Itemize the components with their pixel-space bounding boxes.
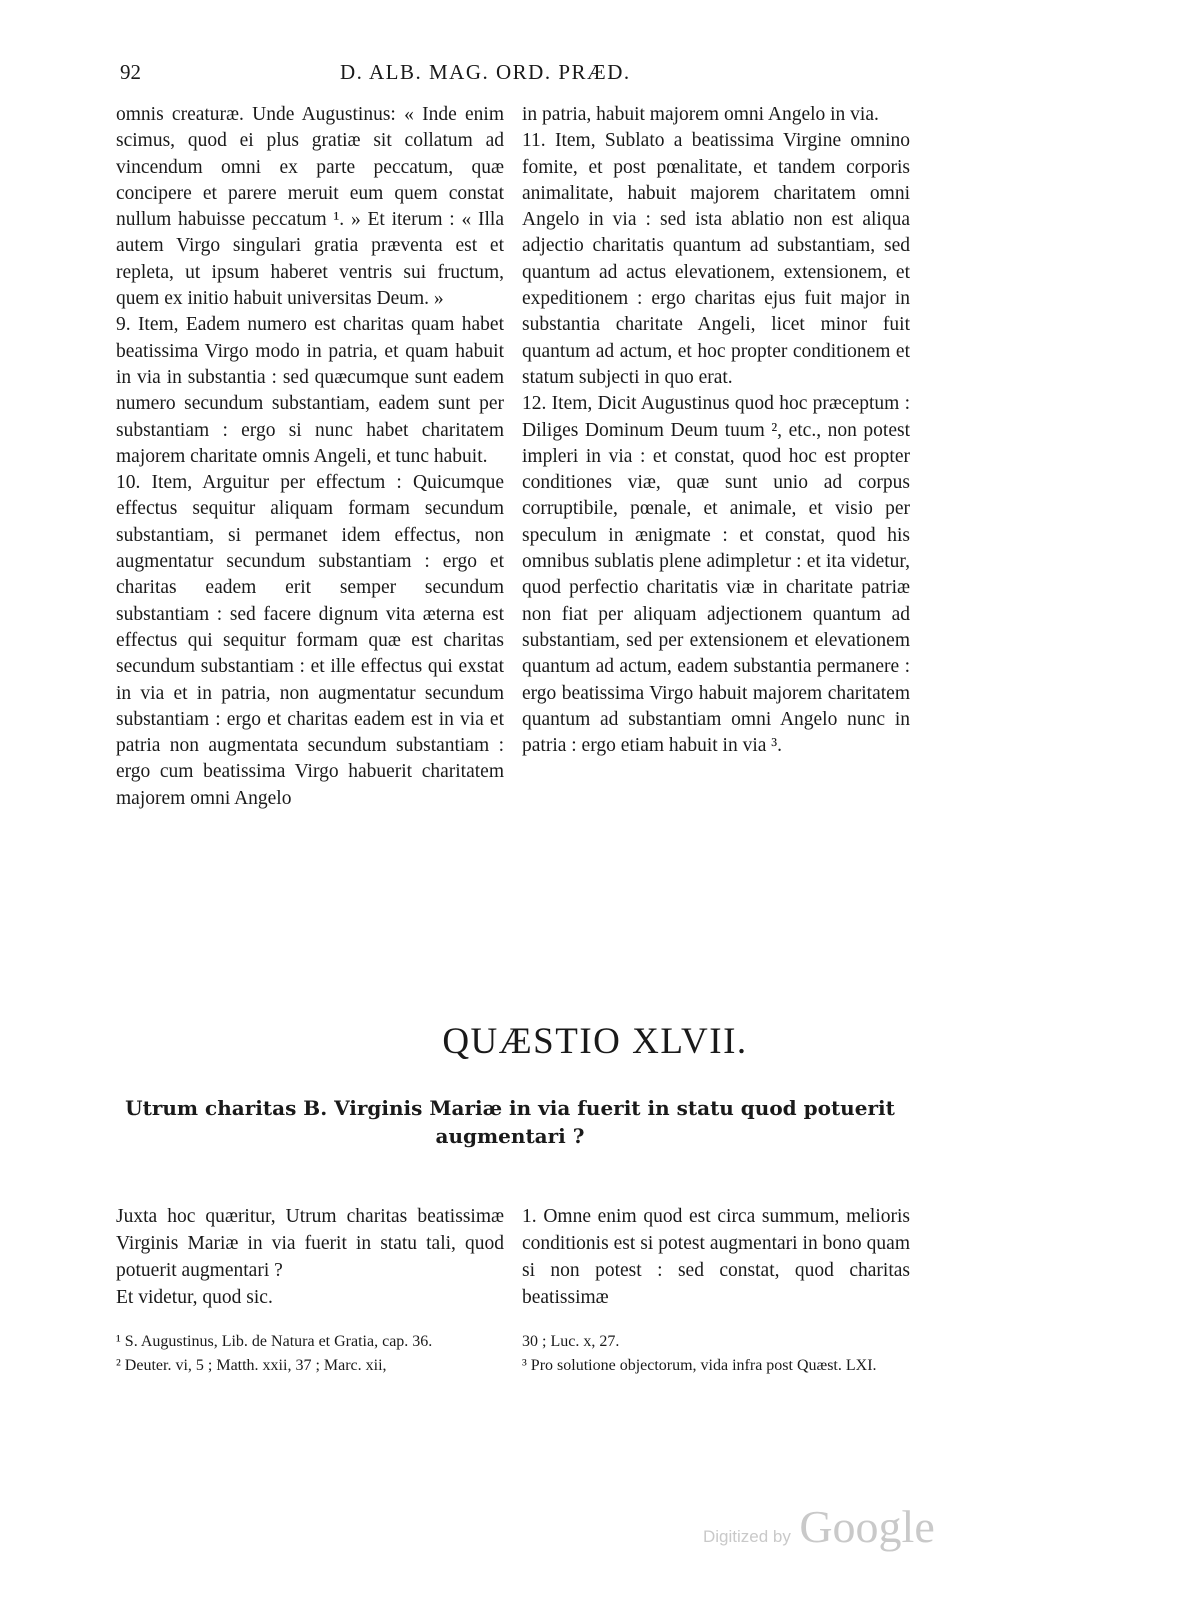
question-title: QUÆSTIO XLVII.: [442, 1021, 748, 1062]
question-subtitle: Utrum charitas B. Virginis Mariæ in via fuerit in statu quod potuerit augmentari ?: [125, 1096, 895, 1148]
question-right-column: 1. Omne enim quod est circa summum, melioris conditionis est si potest augmentari in bono quam si non potest : sed constat, quod charitas beatissimæ: [522, 1206, 910, 1308]
page-number: 92: [120, 60, 141, 84]
question-left-column: Juxta hoc quæritur, Utrum charitas beatissimæ Virginis Mariæ in via fuerit in statu tali, quod potuerit augmentari ? Et videtur, quod sic.: [116, 1206, 504, 1308]
running-title: D. ALB. MAG. ORD. PRÆD.: [340, 60, 631, 84]
body-right-column: in patria, habuit majorem omni Angelo in via. 11. Item, Sublato a beatissima Virgine omnino fomite, et post pœnalitate, et tandem corporis animalitate, habuit majorem charitatem omni Angelo in via : sed ista ablatio non est aliqua adjectio charitatis quantum ad substantiam, sed quantum ad actus elevationem, extensionem, et expeditionem : ergo charitas ejus fuit major in substantia charitate Angeli, licet minor fuit quantum ad actum, et hoc propter conditionem et statum subjecti in quo erat. 12. Item, Dicit Augustinus quod hoc præceptum : Diliges Dominum Deum tuum ², etc., non potest impleri in via : et constat, quod hoc est propter conditiones viæ, quæ sunt unio ad corpus corruptibile, pœnale, et animale, et visio per speculum in ænigmate : et constat, quod his omnibus sublatis plene adimpletur : et ita videtur, quod perfectio charitatis viæ in charitate patriæ non fiat per aliquam adjectionem quantum ad substantiam, sed per extensionem et elevationem quantum ad actum, eadem substantia permanere : ergo beatissima Virgo habuit majorem charitatem quantum ad substantiam omni Angelo nunc in patria : ergo etiam habuit in via ³.: [522, 104, 910, 757]
footnotes-right: 30 ; Luc. x, 27. ³ Pro solutione objectorum, vida infra post Quæst. LXI.: [522, 1333, 877, 1374]
google-logo: Google: [799, 1501, 935, 1552]
watermark-label: Digitized by: [703, 1527, 791, 1546]
body-left-column: omnis creaturæ. Unde Augustinus: « Inde enim scimus, quod ei plus gratiæ sit collatum ad vincendum omni ex parte peccatum, quæ concipere et parere meruit eum quem constat nullum habuisse peccatum ¹. » Et iterum : « Illa autem Virgo singulari gratia præventa est et repleta, ut ipsum haberet ventris sui fructum, quem ex initio habuit universitas Deum. » 9. Item, Eadem numero est charitas quam habet beatissima Virgo modo in patria, et quam habuit in via in substantia : sed quæcumque sunt eadem numero secundum substantiam, eadem sunt per substantiam : ergo si nunc habet charitatem majorem charitate omnis Angeli, et tunc habuit. 10. Item, Arguitur per effectum : Quicumque effectus sequitur aliquam formam secundum substantiam, si permanet idem effectus, non augmentatur secundum substantiam : ergo et charitas eadem erit semper secundum substantiam : sed facere dignum vita æterna est effectus qui sequitur formam quæ est charitas secundum substantiam : et ille effectus qui exstat in via et in patria, non augmentatur secundum substantiam : ergo et charitas eadem est in via et patria non augmentata secundum substantiam : ergo cum beatissima Virgo habuerit charitatem majorem omni Angelo: [116, 104, 504, 809]
footnotes-left: ¹ S. Augustinus, Lib. de Natura et Gratia, cap. 36. ² Deuter. vi, 5 ; Matth. xxii, 37 ; Marc. xii,: [116, 1333, 433, 1374]
digitized-watermark: [703, 1500, 935, 1553]
